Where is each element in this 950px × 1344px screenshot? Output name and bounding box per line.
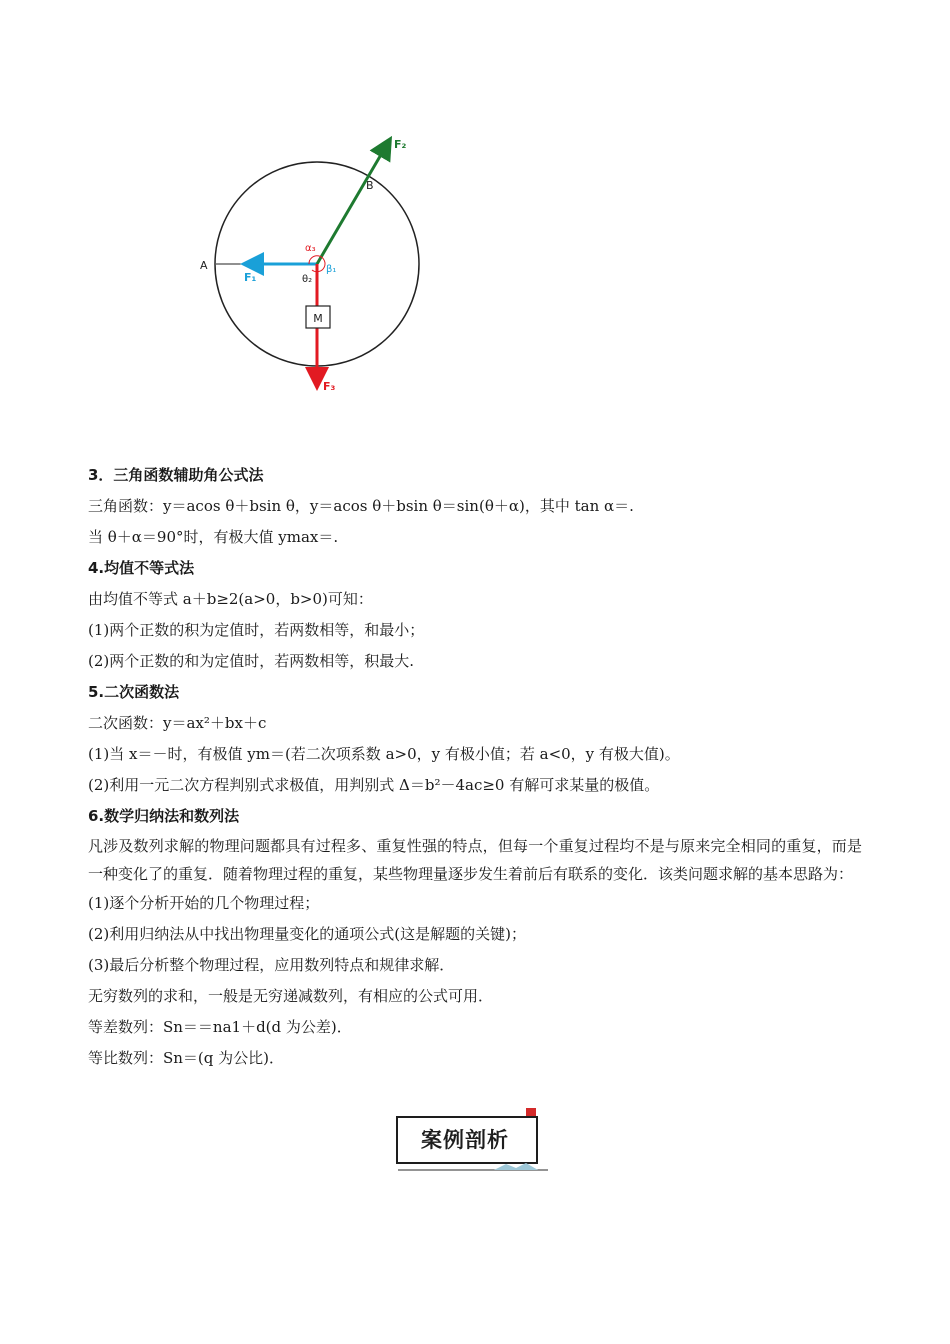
section4-line2: (1)两个正数的积为定值时，若两数相等，和最小； <box>88 621 425 639</box>
label-A: A <box>200 259 208 272</box>
section6-infinite-series: 无穷数列的求和，一般是无穷递减数列，有相应的公式可用． <box>88 987 494 1005</box>
section5-line2: (1)当 x＝－时，有极值 ym＝(若二次项系数 a>0，y 有极小值；若 a<0，y 有极大值)。 <box>88 745 680 763</box>
section4-heading: 4.均值不等式法 <box>88 559 195 577</box>
section5-line1: 二次函数：y＝ax²＋bx＋c <box>88 714 267 732</box>
label-M: M <box>313 312 323 325</box>
section6-heading: 6.数学归纳法和数列法 <box>88 807 240 825</box>
section5-line3: (2)利用一元二次方程判别式求极值，用判别式 Δ＝b²－4ac≥0 有解可求某量的极值。 <box>88 776 660 794</box>
banner-mountain-decoration <box>398 1162 548 1172</box>
section4-line3: (2)两个正数的和为定值时，若两数相等，积最大. <box>88 652 415 670</box>
section6-paragraph: 凡涉及数列求解的物理问题都具有过程多、重复性强的特点，但每一个重复过程均不是与原来完全相同的重复，而是一种变化了的重复．随着物理过程的重复，某些物理量逐步发生着前后有联系的变化．该类问题求解的基本思路为： <box>88 837 862 883</box>
label-F1: F₁ <box>244 271 257 284</box>
section6-step1: (1)逐个分析开始的几个物理过程； <box>88 894 320 912</box>
section4-line1: 由均值不等式 a＋b≥2(a>0，b>0)可知： <box>88 590 373 608</box>
section3-line1: 三角函数：y＝acos θ＋bsin θ，y＝acos θ＋bsin θ＝sin(θ＋α)，其中 tan α＝. <box>88 497 634 515</box>
label-beta1: β₁ <box>326 264 337 275</box>
label-B: B <box>366 179 374 192</box>
section3-heading: 3．三角函数辅助角公式法 <box>88 466 264 484</box>
label-F2: F₂ <box>394 138 407 151</box>
section6-step2: (2)利用归纳法从中找出物理量变化的通项公式(这是解题的关键)； <box>88 925 526 943</box>
banner-title: 案例剖析 <box>421 1128 509 1152</box>
case-analysis-banner <box>392 1108 564 1174</box>
main-content <box>88 460 862 1074</box>
label-theta2: θ₂ <box>302 274 313 285</box>
section6-step3: (3)最后分析整个物理过程，应用数列特点和规律求解． <box>88 956 455 974</box>
label-F3: F₃ <box>323 380 336 393</box>
section6-geometric-series: 等比数列：Sn＝(q 为公比)． <box>88 1049 285 1067</box>
section3-line2: 当 θ＋α＝90°时，有极大值 ymax＝. <box>88 528 339 546</box>
force-F2-arrow <box>317 141 389 264</box>
section6-arithmetic-series: 等差数列：Sn＝＝na1＋d(d 为公差)． <box>88 1018 352 1036</box>
section5-heading: 5.二次函数法 <box>88 683 180 701</box>
label-alpha3: α₃ <box>305 243 316 254</box>
force-diagram <box>190 128 440 400</box>
